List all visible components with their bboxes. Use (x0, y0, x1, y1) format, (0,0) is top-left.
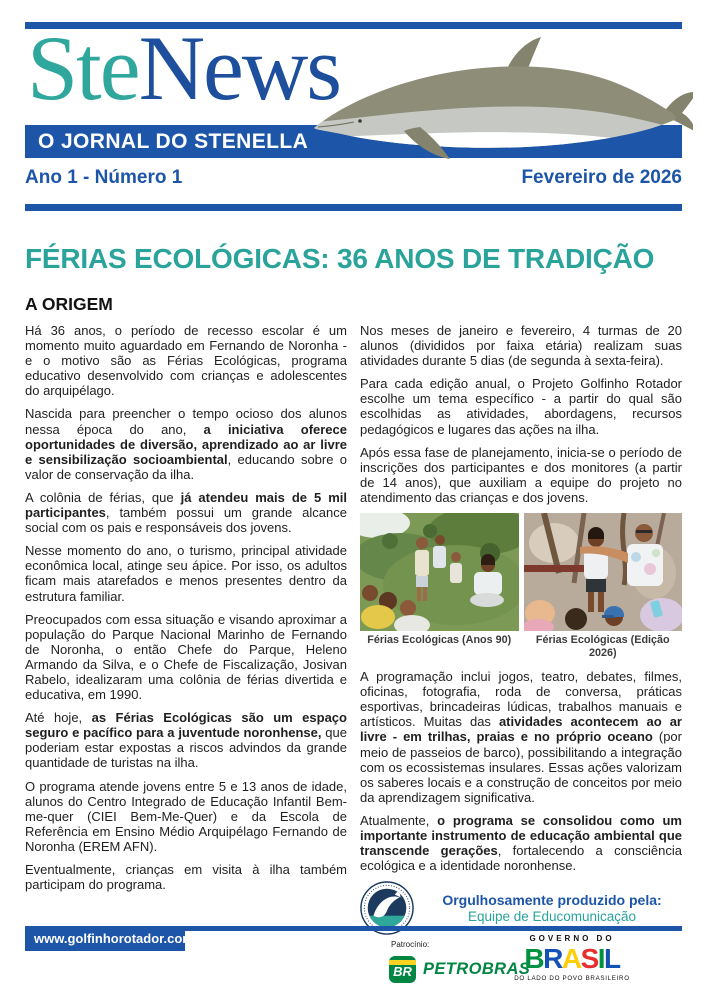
paragraph: Para cada edição anual, o Projeto Golfinho Rotador escolhe um tema específico - a partir do qual são escolhidas as atividades, abordagens, recursos pedagógicos e lugares das ações na ilha. (360, 376, 682, 437)
right-column (360, 323, 682, 935)
article-headline: FÉRIAS ECOLÓGICAS: 36 ANOS DE TRADIÇÃO (25, 243, 655, 274)
issue-date: Fevereiro de 2026 (521, 167, 682, 188)
paragraph: Nesse momento do ano, o turismo, principal atividade econômica local, atinge seu ápice. Por isso, os adultos ficam mais atarefados e menos presentes dentro da estrutura familiar. (25, 543, 347, 604)
petrobras-br-icon (389, 956, 416, 983)
caption-row (360, 634, 682, 660)
petrobras-br-text: BR (393, 964, 412, 979)
spinner-dolphin-illustration (308, 32, 693, 172)
mid-rule (25, 204, 682, 211)
governo-tagline: DO LADO DO POVO BRASILEIRO (514, 975, 630, 982)
paragraph: Atualmente, o programa se consolidou como um importante instrumento de educação ambiental que transcende gerações, fortalecendo a consciência ecológica e a identidade noronhense. (360, 812, 682, 874)
right-column-bottom (360, 669, 682, 873)
section-title: A ORIGEM (25, 294, 113, 314)
governo-top-text: GOVERNO DO (529, 934, 615, 943)
masthead-title-news: News (138, 17, 341, 119)
paragraph: O programa atende jovens entre 5 e 13 anos de idade, alunos do Centro Integrado de Educação Infantil Bem-me-quer (CIEI Bem-Me-Quer) e da Escola de Referência em Ensino Médio Arquipélago Fernando de Noronha (EREM AFN). (25, 778, 347, 854)
paragraph: Eventualmente, crianças em visita à ilha também participam do programa. (25, 862, 347, 893)
article-columns (25, 323, 682, 935)
paragraph: Preocupados com essa situação e visando aproximar a população do Parque Nacional Marinho de Fernando de Noronha, o então Chefe do Parque, Heleno Armando da Silva, e o Chefe de Fiscalização, Josivan Rabelo, idealizaram uma colônia de férias divertida e educativa, em 1990. (25, 611, 347, 703)
governo-do-brasil-logo (512, 934, 632, 982)
petrobras-wordmark: PETROBRAS (423, 960, 531, 978)
website-link-bar[interactable]: www.golfinhorotador.com (25, 926, 185, 951)
paragraph: Nos meses de janeiro e fevereiro, 4 turmas de 20 alunos (divididos por faixa etária) realizam suas atividades durante 5 dias (de segunda à sexta-feira). (360, 323, 682, 369)
paragraph: Nascida para preencher o tempo ocioso dos alunos nessa época do ano, a iniciativa oferece oportunidades de diversão, aprendizado ao ar livre e sensibilização socioambiental, educando sobre o valor de conservação da ilha. (25, 406, 347, 482)
credit-line1: Orgulhosamente produzido pela: (442, 891, 662, 908)
paragraph: Até hoje, as Férias Ecológicas são um espaço seguro e pacífico para a juventude noronhense, que poderiam estar expostas a riscos advindos da grande quantidade de turistas na ilha. (25, 710, 347, 771)
credit-text (422, 892, 682, 925)
petrobras-logo (389, 956, 530, 983)
photo-caption-anos90: Férias Ecológicas (Anos 90) (367, 634, 512, 647)
photo-caption-2026: Férias Ecológicas (Edição 2026) (535, 634, 670, 660)
issue-number: Ano 1 - Número 1 (25, 167, 183, 188)
paragraph: Após essa fase de planejamento, inicia-se o período de inscrições dos participantes e dos monitores (a partir de 14 anos), que auxiliam a equipe do projeto no atendimento das crianças e dos jovens. (360, 444, 682, 505)
right-column-top (360, 323, 682, 505)
photo-row (360, 513, 682, 631)
paragraph: A colônia de férias, que já atendeu mais de 5 mil participantes, também possui um grande alcance social com os pais e responsáveis dos jovens. (25, 489, 348, 536)
sponsor-label: Patrocínio: (391, 940, 430, 949)
masthead-title-ste: Ste (27, 17, 139, 119)
paragraph: A programação inclui jogos, teatro, debates, filmes, oficinas, fotografia, roda de conversa, práticas esportivas, brincadeiras lúdicas, trabalhos manuais e artísticos. Muitas das atividades acontecem ao ar livre - em trilhas, praias e no próprio oceano (por meio de passeios de barco), possibilitando a integração com os ecossistemas insulares. Essas ações valorizam os saberes locais e a construção de conceitos por meio da aprendizagem significativa. (360, 669, 682, 805)
left-column (25, 323, 347, 935)
credit-line2: Equipe de Educomunicação (467, 908, 637, 924)
paragraph: Há 36 anos, o período de recesso escolar é um momento muito aguardado em Fernando de Noronha - e o motivo são as Férias Ecológicas, programa educativo desenvolvido com crianças e adolescentes do arquipélago. (25, 323, 347, 399)
masthead-title (27, 17, 341, 119)
banner-text: O JORNAL DO STENELLA (38, 130, 309, 153)
brasil-wordmark: BRASIL (524, 943, 620, 974)
photo-ferias-2026 (524, 513, 682, 631)
photo-ferias-anos90 (360, 513, 519, 631)
